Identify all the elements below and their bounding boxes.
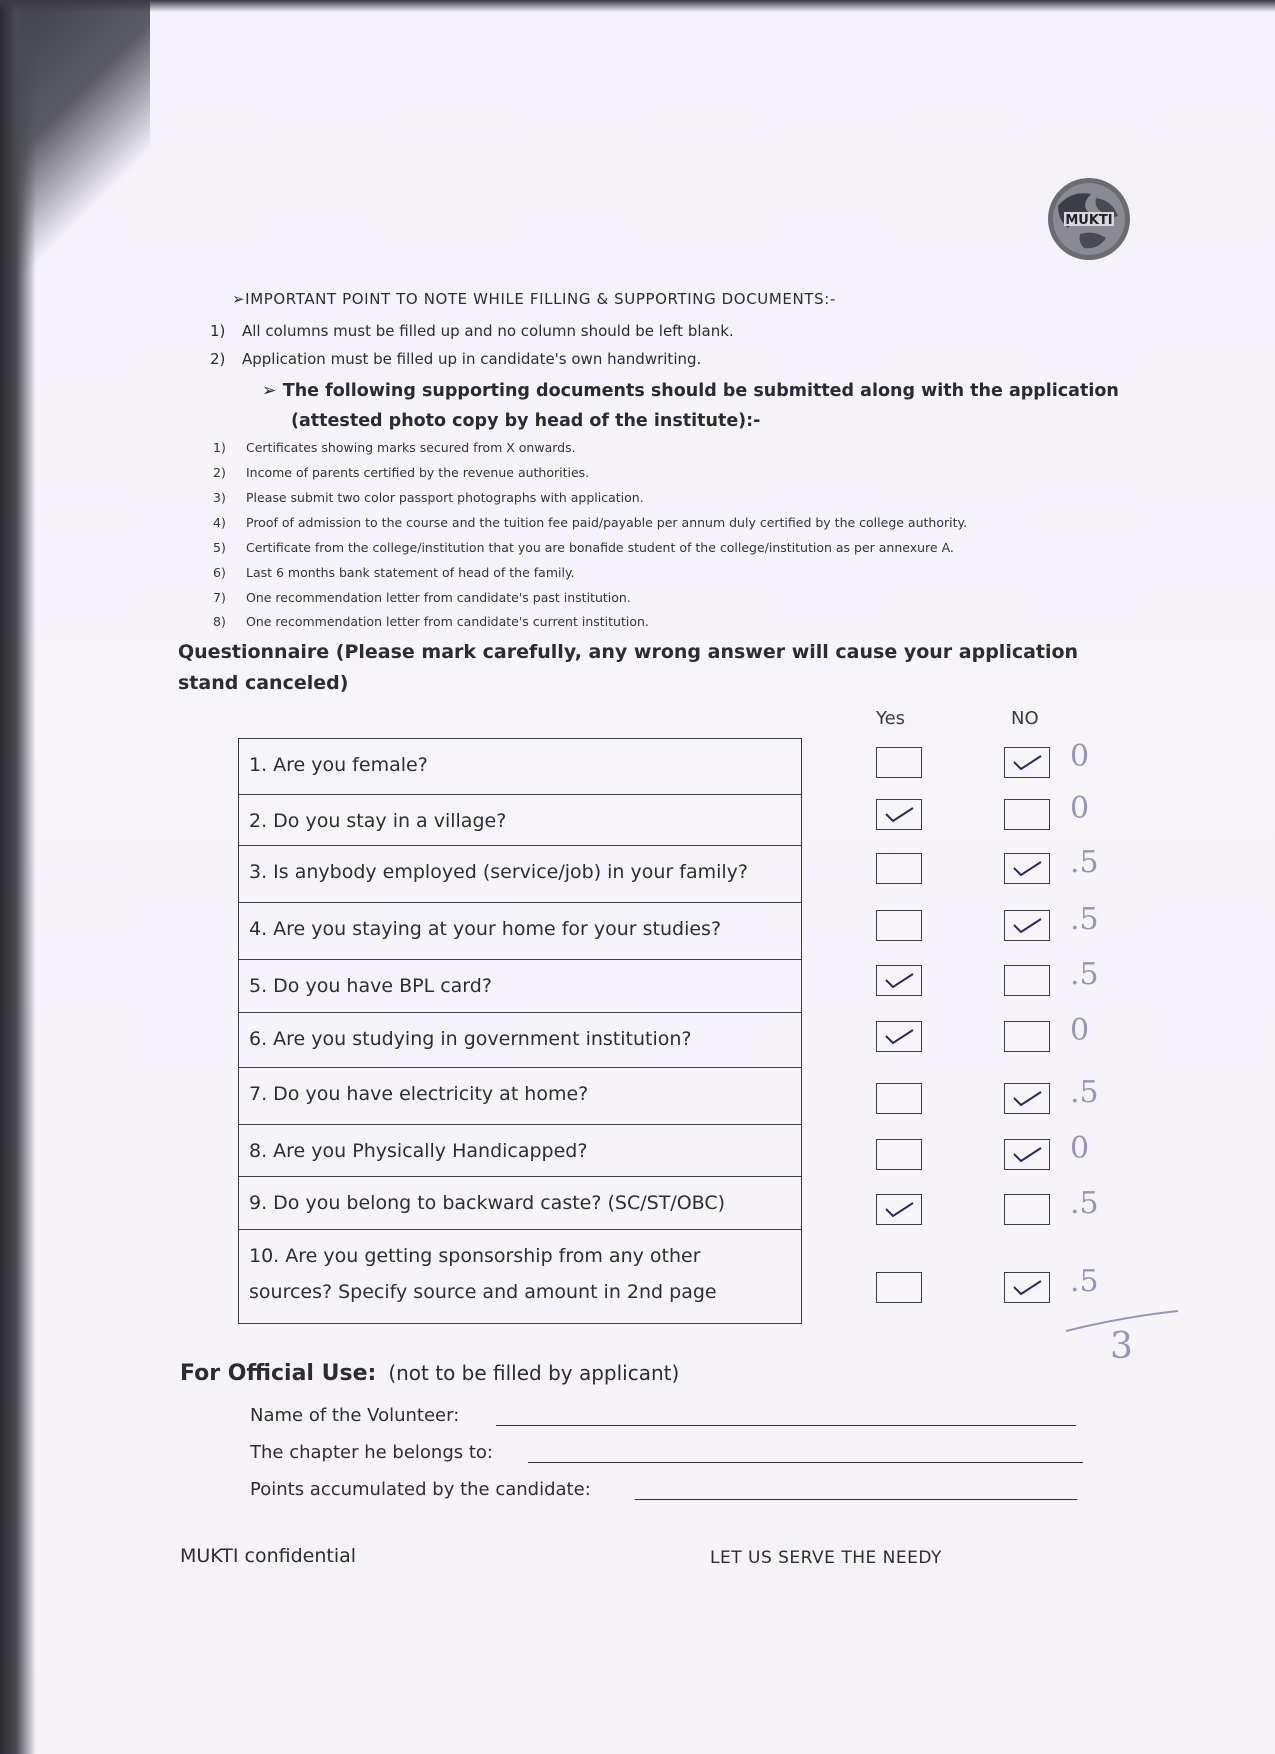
important-point-2: 2) Application must be filled up in candidate's own handwriting. xyxy=(210,350,702,368)
scan-edge-left xyxy=(0,0,36,1754)
checkmark-icon xyxy=(1011,915,1043,935)
no-checkbox[interactable] xyxy=(1004,1272,1050,1303)
handwritten-score: 0 xyxy=(1070,1013,1090,1048)
handwritten-score: 0 xyxy=(1070,1131,1090,1166)
yes-checkbox[interactable] xyxy=(876,965,922,996)
documents-heading-line1: ➢ The following supporting documents should be submitted along with the application xyxy=(262,381,1119,401)
volunteer-name-line xyxy=(496,1425,1076,1426)
question-row: 1. Are you female? xyxy=(239,739,801,795)
checkmark-icon xyxy=(1011,752,1043,772)
checkmark-icon xyxy=(883,804,915,824)
yes-column-header: Yes xyxy=(876,708,906,729)
no-checkbox[interactable] xyxy=(1004,1194,1050,1225)
important-points-heading: ➢IMPORTANT POINT TO NOTE WHILE FILLING & SUPPORTING DOCUMENTS:- xyxy=(232,290,836,308)
volunteer-name-label: Name of the Volunteer: xyxy=(250,1405,460,1426)
document-item: 7) One recommendation letter from candidate's past institution. xyxy=(213,590,631,605)
yes-checkbox[interactable] xyxy=(876,1021,922,1052)
documents-heading-line2: (attested photo copy by head of the institute):- xyxy=(291,411,761,431)
no-checkbox[interactable] xyxy=(1004,747,1050,778)
yes-checkbox[interactable] xyxy=(876,1194,922,1225)
question-row: 4. Are you staying at your home for your studies? xyxy=(239,903,801,960)
questions-table xyxy=(238,738,802,1324)
footer-tagline: LET US SERVE THE NEEDY xyxy=(710,1548,942,1568)
handwritten-score: 0 xyxy=(1070,739,1090,774)
checkmark-icon xyxy=(1011,1277,1043,1297)
yes-checkbox[interactable] xyxy=(876,910,922,941)
handwritten-score: .5 xyxy=(1070,1264,1099,1299)
yes-checkbox[interactable] xyxy=(876,1083,922,1114)
question-row: 6. Are you studying in government institution? xyxy=(239,1013,801,1068)
handwritten-score: .5 xyxy=(1070,1075,1099,1110)
no-checkbox[interactable] xyxy=(1004,1139,1050,1170)
checkmark-icon xyxy=(883,1026,915,1046)
score-total: 3 xyxy=(1110,1326,1133,1367)
question-row: 2. Do you stay in a village? xyxy=(239,795,801,846)
question-row: 10. Are you getting sponsorship from any other sources? Specify source and amount in 2nd page xyxy=(239,1230,801,1324)
no-column-header: NO xyxy=(1011,708,1039,729)
document-item: 8) One recommendation letter from candidate's current institution. xyxy=(213,614,649,629)
document-item: 6) Last 6 months bank statement of head of the family. xyxy=(213,565,575,580)
checkmark-icon xyxy=(883,970,915,990)
score-total-line xyxy=(1062,1305,1182,1335)
handwritten-score: .5 xyxy=(1070,957,1099,992)
checkmark-icon xyxy=(1011,858,1043,878)
yes-checkbox[interactable] xyxy=(876,747,922,778)
handwritten-score: .5 xyxy=(1070,1186,1099,1221)
checkmark-icon xyxy=(1011,1088,1043,1108)
question-row: 5. Do you have BPL card? xyxy=(239,960,801,1013)
question-row: 7. Do you have electricity at home? xyxy=(239,1068,801,1125)
no-checkbox[interactable] xyxy=(1004,965,1050,996)
chapter-line xyxy=(528,1462,1083,1463)
handwritten-score: .5 xyxy=(1070,902,1099,937)
question-row: 3. Is anybody employed (service/job) in your family? xyxy=(239,846,801,903)
question-row: 9. Do you belong to backward caste? (SC/ST/OBC) xyxy=(239,1177,801,1230)
checkmark-icon xyxy=(1011,1144,1043,1164)
mukti-logo xyxy=(1046,176,1132,262)
checkmark-icon xyxy=(883,1199,915,1219)
chapter-label: The chapter he belongs to: xyxy=(250,1442,493,1463)
no-checkbox[interactable] xyxy=(1004,1083,1050,1114)
question-row: 8. Are you Physically Handicapped? xyxy=(239,1125,801,1177)
document-item: 3) Please submit two color passport photographs with application. xyxy=(213,490,644,505)
yes-checkbox[interactable] xyxy=(876,799,922,830)
yes-checkbox[interactable] xyxy=(876,1272,922,1303)
footer-confidential: MUKTI confidential xyxy=(180,1545,357,1567)
yes-checkbox[interactable] xyxy=(876,1139,922,1170)
points-line xyxy=(635,1499,1077,1500)
no-checkbox[interactable] xyxy=(1004,910,1050,941)
document-item: 4) Proof of admission to the course and the tuition fee paid/payable per annum duly certified by the college authority. xyxy=(213,515,968,530)
document-item: 1) Certificates showing marks secured from X onwards. xyxy=(213,440,576,455)
official-use-title: For Official Use: (not to be filled by applicant) xyxy=(180,1361,680,1386)
no-checkbox[interactable] xyxy=(1004,1021,1050,1052)
document-item: 2) Income of parents certified by the revenue authorities. xyxy=(213,465,590,480)
svg-text:MUKTI: MUKTI xyxy=(1065,213,1113,228)
yes-checkbox[interactable] xyxy=(876,853,922,884)
important-point-1: 1) All columns must be filled up and no column should be left blank. xyxy=(210,322,734,340)
points-label: Points accumulated by the candidate: xyxy=(250,1479,591,1500)
scan-edge-top xyxy=(0,0,1275,12)
handwritten-score: .5 xyxy=(1070,845,1099,880)
questionnaire-title: Questionnaire (Please mark carefully, any wrong answer will cause your application stand canceled) xyxy=(178,641,1079,694)
no-checkbox[interactable] xyxy=(1004,799,1050,830)
handwritten-score: 0 xyxy=(1070,791,1090,826)
no-checkbox[interactable] xyxy=(1004,853,1050,884)
document-item: 5) Certificate from the college/institution that you are bonafide student of the college/institution as per annexure A. xyxy=(213,540,954,555)
